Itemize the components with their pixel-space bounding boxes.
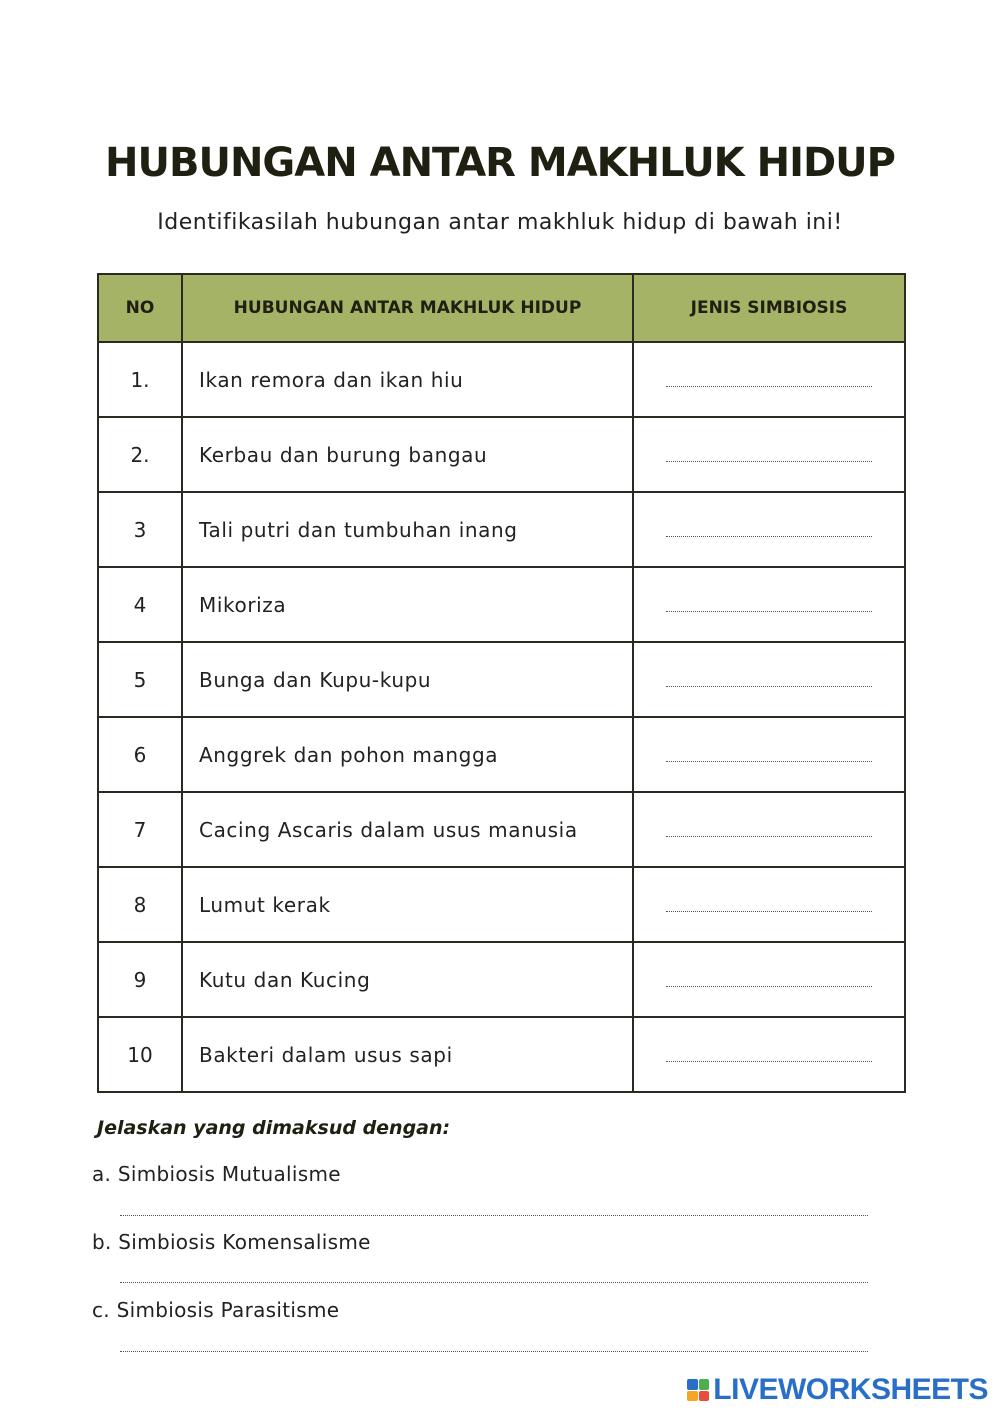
answer-dotted-line bbox=[666, 524, 872, 537]
row-number: 5 bbox=[98, 642, 182, 717]
table-row bbox=[98, 342, 905, 417]
answer-field[interactable] bbox=[633, 642, 905, 717]
answer-field[interactable] bbox=[633, 867, 905, 942]
answer-dotted-line bbox=[666, 824, 872, 837]
answer-field[interactable] bbox=[633, 567, 905, 642]
table-row bbox=[98, 1017, 905, 1092]
table-row bbox=[98, 867, 905, 942]
header-relation: HUBUNGAN ANTAR MAKHLUK HIDUP bbox=[182, 274, 633, 342]
answer-dotted-line bbox=[666, 974, 872, 987]
liveworksheets-brand bbox=[687, 1372, 988, 1408]
answer-field[interactable] bbox=[633, 417, 905, 492]
symbiosis-table bbox=[97, 273, 906, 1093]
relation-cell: Kutu dan Kucing bbox=[182, 942, 633, 1017]
answer-line-mutualism[interactable] bbox=[120, 1205, 868, 1216]
explain-heading: Jelaskan yang dimaksud dengan: bbox=[97, 1117, 451, 1139]
question-commensalism: b. Simbiosis Komensalisme bbox=[92, 1230, 371, 1254]
table-row bbox=[98, 717, 905, 792]
relation-cell: Tali putri dan tumbuhan inang bbox=[182, 492, 633, 567]
answer-dotted-line bbox=[666, 749, 872, 762]
table-row bbox=[98, 567, 905, 642]
table-header-row bbox=[98, 274, 905, 342]
answer-field[interactable] bbox=[633, 342, 905, 417]
answer-field[interactable] bbox=[633, 717, 905, 792]
answer-dotted-line bbox=[666, 449, 872, 462]
answer-dotted-line bbox=[666, 674, 872, 687]
row-number: 9 bbox=[98, 942, 182, 1017]
answer-dotted-line bbox=[666, 374, 872, 387]
liveworksheets-logo-icon bbox=[687, 1379, 709, 1401]
question-mutualism: a. Simbiosis Mutualisme bbox=[92, 1162, 341, 1186]
page-title: HUBUNGAN ANTAR MAKHLUK HIDUP bbox=[105, 140, 895, 186]
answer-dotted-line bbox=[666, 1049, 872, 1062]
table-row bbox=[98, 942, 905, 1017]
relation-cell: Bakteri dalam usus sapi bbox=[182, 1017, 633, 1092]
answer-field[interactable] bbox=[633, 792, 905, 867]
answer-field[interactable] bbox=[633, 492, 905, 567]
row-number: 2. bbox=[98, 417, 182, 492]
row-number: 1. bbox=[98, 342, 182, 417]
brand-name: LIVEWORKSHEETS bbox=[713, 1373, 988, 1406]
header-symbiosis-type: JENIS SIMBIOSIS bbox=[633, 274, 905, 342]
row-number: 3 bbox=[98, 492, 182, 567]
relation-cell: Lumut kerak bbox=[182, 867, 633, 942]
table-row bbox=[98, 642, 905, 717]
row-number: 7 bbox=[98, 792, 182, 867]
relation-cell: Mikoriza bbox=[182, 567, 633, 642]
relation-cell: Kerbau dan burung bangau bbox=[182, 417, 633, 492]
header-no: NO bbox=[98, 274, 182, 342]
answer-field[interactable] bbox=[633, 1017, 905, 1092]
answer-field[interactable] bbox=[633, 942, 905, 1017]
question-parasitism: c. Simbiosis Parasitisme bbox=[92, 1298, 340, 1322]
answer-line-commensalism[interactable] bbox=[120, 1272, 868, 1283]
relation-cell: Cacing Ascaris dalam usus manusia bbox=[182, 792, 633, 867]
table-row bbox=[98, 492, 905, 567]
row-number: 8 bbox=[98, 867, 182, 942]
answer-dotted-line bbox=[666, 599, 872, 612]
row-number: 4 bbox=[98, 567, 182, 642]
answer-dotted-line bbox=[666, 899, 872, 912]
instruction-text: Identifikasilah hubungan antar makhluk hidup di bawah ini! bbox=[157, 210, 843, 235]
table-row bbox=[98, 792, 905, 867]
row-number: 6 bbox=[98, 717, 182, 792]
relation-cell: Ikan remora dan ikan hiu bbox=[182, 342, 633, 417]
answer-line-parasitism[interactable] bbox=[120, 1341, 868, 1352]
relation-cell: Bunga dan Kupu-kupu bbox=[182, 642, 633, 717]
row-number: 10 bbox=[98, 1017, 182, 1092]
relation-cell: Anggrek dan pohon mangga bbox=[182, 717, 633, 792]
table-row bbox=[98, 417, 905, 492]
